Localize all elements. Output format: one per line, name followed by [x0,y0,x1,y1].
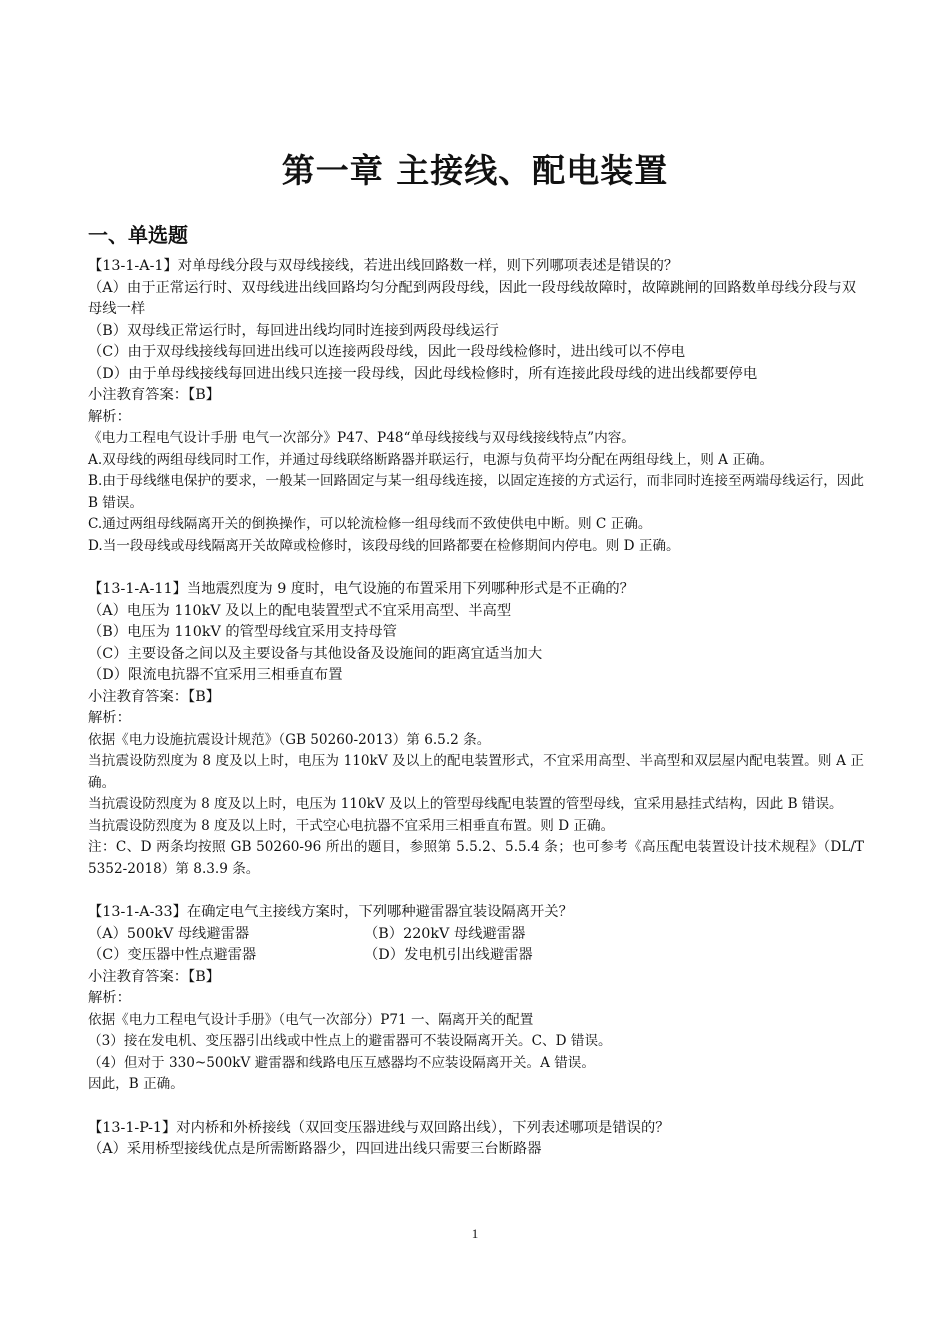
option-a: （A）由于正常运行时、双母线进出线回路均匀分配到两段母线，因此一段母线故障时，故障跳闸的回路数单母线分段与双母线一样 [88,279,857,317]
option-b: （B）电压为 110kV 的管型母线宜采用支持母管 [88,624,397,640]
analysis-line: 当抗震设防烈度为 8 度及以上时，电压为 110kV 及以上的管型母线配电装置的管型母线，宜采用悬挂式结构，因此 B 错误。 [88,796,843,812]
question-header: 【13-1-A-11】当地震烈度为 9 度时，电气设施的布置采用下列哪种形式是不正确的？ [88,581,634,597]
answer: 小注教育答案：【B】 [88,688,221,705]
analysis-line: 因此，B 正确。 [88,1076,184,1092]
page-number: 1 [471,1226,479,1241]
analysis-line: A.双母线的两组母线同时工作，并通过母线联络断路器并联运行，电源与负荷平均分配在两组母线上，则 A 正确。 [88,451,774,468]
content-body [88,256,864,1161]
answer: 小注教育答案：【B】 [88,387,221,403]
option-a: （A）采用桥型接线优点是所需断路器少，四回进出线只需要三台断路器 [88,1141,542,1157]
option-c: （C）由于双母线接线每回进出线可以连接两段母线，因此一段母线检修时，进出线可以不停电 [88,344,686,360]
question-header: 【13-1-A-33】在确定电气主接线方案时，下列哪种避雷器宜装设隔离开关？ [88,904,573,920]
chapter-title: 第一章 主接线、配电装置 [281,151,669,190]
analysis-label: 解析： [88,710,131,726]
option-b: （B）双母线正常运行时，每回进出线均同时连接到两段母线运行 [88,322,499,339]
analysis-line: 依据《电力工程电气设计手册》（电气一次部分）P71 一、隔离开关的配置 [88,1011,534,1028]
analysis-line: C.通过两组母线隔离开关的倒换操作，可以轮流检修一组母线而不致使供电中断。则 C 正确。 [88,516,652,532]
question-header: 【13-1-A-1】对单母线分段与双母线接线，若进出线回路数一样，则下列哪项表述是错误的？ [88,258,679,274]
option-d: （D）限流电抗器不宜采用三相垂直布置 [88,667,343,683]
answer: 小注教育答案：【B】 [88,968,221,985]
option-d: （D）由于单母线接线每回进出线只连接一段母线，因此母线检修时，所有连接此段母线的进出线都要停电 [88,365,758,382]
question-block [88,902,864,1096]
analysis-line: D.当一段母线或母线隔离开关故障或检修时，该段母线的回路都要在检修期间内停电。则 D 正确。 [88,537,680,554]
analysis-line: 《电力工程电气设计手册 电气一次部分》P47、P48“单母线接线与双母线接线特点”内容。 [88,430,635,446]
analysis-line: 注：C、D 两条均按照 GB 50260-96 所出的题目，参照第 5.5.2、5.5.4 条；也可参考《高压配电装置设计技术规程》（DL/T 5352-2018）第 8.3.9 条。 [88,839,864,877]
option-b: （B）220kV 母线避雷器 [364,925,526,942]
option-c: （C）主要设备之间以及主要设备与其他设备及设施间的距离宜适当加大 [88,645,543,662]
option-d: （D）发电机引出线避雷器 [364,947,533,963]
analysis-line: 当抗震设防烈度为 8 度及以上时，干式空心电抗器不宜采用三相垂直布置。则 D 正确。 [88,817,615,834]
analysis-line: 当抗震设防烈度为 8 度及以上时，电压为 110kV 及以上的配电装置形式，不宜采用高型、半高型和双层屋内配电装置。则 A 正确。 [88,753,864,791]
option-a: （A）500kV 母线避雷器 [88,925,250,942]
option-a: （A）电压为 110kV 及以上的配电装置型式不宜采用高型、半高型 [88,602,512,619]
analysis-label: 解析： [88,408,131,425]
option-c: （C）变压器中性点避雷器 [88,947,257,963]
question-block [88,256,864,557]
question-block [88,1118,864,1161]
question-block [88,579,864,880]
analysis-label: 解析： [88,990,131,1006]
options-row [88,945,864,967]
analysis-line: 依据《电力设施抗震设计规范》（GB 50260-2013）第 6.5.2 条。 [88,731,491,748]
section-title: 一、单选题 [88,223,188,247]
options-row [88,924,864,946]
question-header: 【13-1-P-1】对内桥和外桥接线（双回变压器进线与双回路出线），下列表述哪项是错误的？ [88,1119,670,1136]
analysis-line: （4）但对于 330~500kV 避雷器和线路电压互感器均不应装设隔离开关。A 错误。 [88,1054,595,1071]
analysis-line: （3）接在发电机、变压器引出线或中性点上的避雷器可不装设隔离开关。C、D 错误。 [88,1033,612,1049]
analysis-line: B.由于母线继电保护的要求，一般某一回路固定与某一组母线连接，以固定连接的方式运行，而非同时连接至两端母线运行，因此 B 错误。 [88,473,864,511]
